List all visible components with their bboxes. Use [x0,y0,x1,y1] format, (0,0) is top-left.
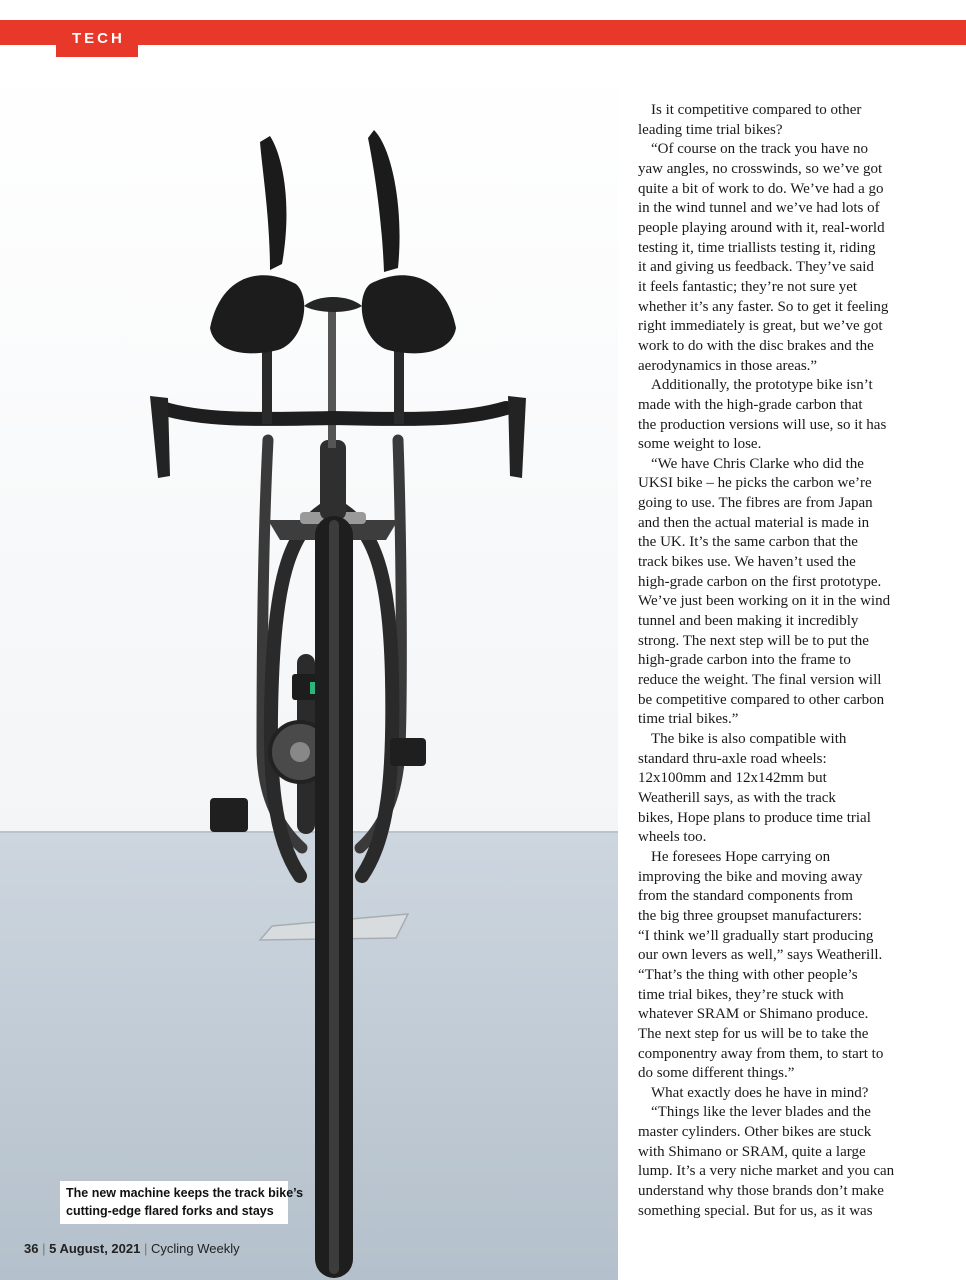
text-line: componentry away from them, to start to [638,1045,884,1062]
text-line: lump. It’s a very niche market and you can [638,1163,895,1180]
text-line: 12x100mm and 12x142mm but [638,770,827,787]
text-line: “I think we’ll gradually start producing [638,927,874,944]
text-line: track bikes use. We haven’t used the [638,554,856,571]
text-line: The next step for us will be to take the [638,1025,869,1042]
text-line: the big three groupset manufacturers: [638,907,863,924]
page-footer: 36 | 5 August, 2021 | Cycling Weekly [24,1241,240,1256]
issue-date: 5 August, 2021 [49,1241,141,1256]
article-body [638,101,958,1221]
caption-line: cutting-edge flared forks and stays [66,1204,274,1218]
text-line: some weight to lose. [638,436,762,453]
bike-photo [0,58,618,1280]
text-line: work to do with the disc brakes and the [638,337,874,354]
text-line: improving the bike and moving away [638,868,863,885]
text-line: aerodynamics in those areas.” [638,357,818,374]
text-line: in the wind tunnel and we’ve had lots of [638,200,880,217]
text-line: He foresees Hope carrying on [651,848,831,865]
page-number: 36 [24,1241,39,1256]
text-line: yaw angles, no crosswinds, so we’ve got [638,160,883,177]
text-line: bikes, Hope plans to produce time trial [638,809,871,826]
text-line: our own levers as well,” says Weatherill. [638,947,883,964]
text-line: the UK. It’s the same carbon that the [638,534,858,551]
text-line: tunnel and been making it incredibly [638,613,859,630]
text-line: master cylinders. Other bikes are stuck [638,1124,872,1141]
text-line: right immediately is great, but we’ve got [638,318,883,335]
text-line: The bike is also compatible with [651,731,847,747]
text-line: and then the actual material is made in [638,514,870,531]
photo-caption [60,1181,304,1224]
text-line: We’ve just been working on it in the wind [638,593,891,610]
text-line: high-grade carbon into the frame to [638,652,851,669]
text-line: Additionally, the prototype bike isn’t [651,377,873,394]
text-line: do some different things.” [638,1065,795,1082]
text-line: it and giving us feedback. They’ve said [638,259,874,276]
text-line: What exactly does he have in mind? [651,1084,869,1101]
text-line: time trial bikes, they’re stuck with [638,986,844,1003]
publication-name: Cycling Weekly [150,1241,240,1256]
text-line: leading time trial bikes? [638,121,783,138]
text-line: be competitive compared to other carbon [638,691,885,708]
text-line: “That’s the thing with other people’s [638,966,858,983]
text-line: whatever SRAM or Shimano produce. [638,1006,869,1023]
text-line: it feels fantastic; they’re not sure yet [638,278,858,295]
text-line: testing it, time triallists testing it, riding [638,239,876,256]
text-line: strong. The next step will be to put the [638,632,869,649]
text-line: Weatherill says, as with the track [638,789,836,806]
text-line: understand why those brands don’t make [638,1183,884,1200]
header-bar [0,20,966,45]
text-line: going to use. The fibres are from Japan [638,495,873,512]
text-line: from the standard components from [638,888,853,905]
text-line: standard thru-axle road wheels: [638,750,827,767]
text-line: whether it’s any faster. So to get it feeling [638,298,889,315]
text-line: the production versions will use, so it has [638,416,887,433]
text-line: “We have Chris Clarke who did the [651,455,864,472]
text-line: wheels too. [638,829,707,846]
text-line: “Of course on the track you have no [651,141,869,158]
text-line: reduce the weight. The final version will [638,672,882,689]
section-label: TECH [72,30,125,47]
text-line: people playing around with it, real-world [638,219,885,236]
text-line: something special. But for us, as it was [638,1202,873,1219]
text-line: high-grade carbon on the first prototype. [638,573,882,590]
text-line: quite a bit of work to do. We’ve had a go [638,180,884,197]
text-line: made with the high-grade carbon that [638,396,863,413]
text-line: time trial bikes.” [638,711,739,728]
caption-line: The new machine keeps the track bike’s [66,1186,304,1200]
text-line: “Things like the lever blades and the [651,1104,871,1121]
text-line: with Shimano or SRAM, quite a large [638,1143,866,1160]
text-line: Is it competitive compared to other [651,102,862,118]
text-line: UKSI bike – he picks the carbon we’re [638,475,872,492]
